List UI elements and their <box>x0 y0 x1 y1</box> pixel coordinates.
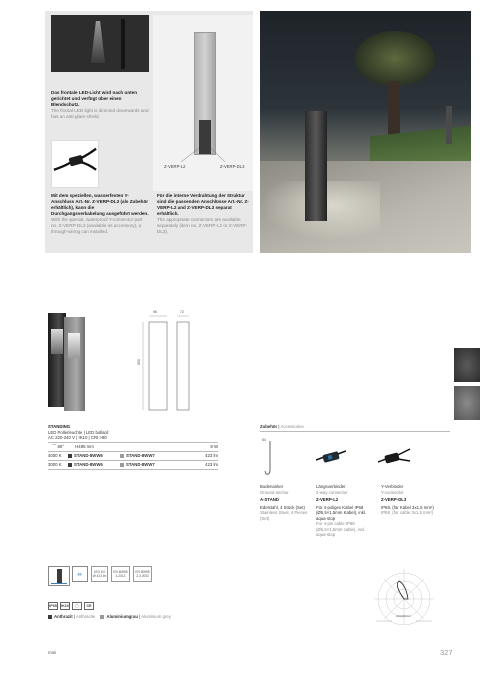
divider <box>48 451 218 452</box>
class-icon: ▢ <box>72 602 82 610</box>
installation-photo <box>260 11 471 253</box>
table-row: 4000 K STAND-8WW6 STAND-8WW7 423 lm <box>48 453 218 458</box>
divider <box>48 460 218 461</box>
two-way-connector-image <box>316 448 346 468</box>
ik-rating-badge: IK10 <box>61 604 69 608</box>
ce-badge: CE <box>84 602 94 610</box>
led-detail-image <box>51 15 149 72</box>
accessory-item: Längsverbinder 2-way connector Z-VERP-L2 Für 4-poliges Kabel IP68 (Ø5,5×1,5mm Kabel), inkl. aqua-stop For 4-pin cable IP68 (Ø5,5×1,5mm cable), incl. aqua-stop <box>316 484 367 537</box>
y-connector-image <box>51 140 99 188</box>
dim-height: 850 <box>136 359 141 365</box>
accessory-item: Bodenanker Ground anchor A-STAND Edelstahl, 4 Stück (Set) Stainless Steel, 4 Pieces (Set) <box>260 484 308 521</box>
dimension-drawing <box>137 308 197 414</box>
brand-footer: mini <box>48 650 57 655</box>
table-row: 3000 K STAND-8WW6 STAND-8WW7 423 lm <box>48 462 218 467</box>
finish-legend: Anthrazit | Anthracite Aluminiumgrau | Aluminium grey <box>48 614 188 620</box>
bulb-icon: ⦵ <box>72 566 88 582</box>
norm-box-1: EN 60598 1-2013 <box>111 566 130 582</box>
dim-width-2: 72 <box>180 310 184 314</box>
accessory-item: Y-Verbinder Y-connector Z-VERP-DL3 IP68, (für Kabel 3x1,5 mm²) IP68, (for cable 3x1,5 mm²) <box>381 484 434 515</box>
polar-unit-label: cd/1000 lm <box>396 614 411 618</box>
swatch-aluminium <box>454 386 480 420</box>
led-spec-box: LED 8,0 W 423 lm <box>91 566 108 582</box>
feature-text-3: Für die interne Verdrahtung der Struktur sind die passenden Anschlüsse Art.-Nr. Z-VERP-L2 and Z-VERP-DL3 separat erhältlich. The appropriate connectors are available separately (item no. Z-VERP-L2 or Z-VERP-DL3). <box>157 193 249 234</box>
product-info: STANDING LED Pollerleuchte | LED bollard AC 220-240 V | IK10 | CRI >80 <box>48 424 109 440</box>
product-image-aluminium <box>64 317 85 411</box>
swatch-anthracite <box>454 348 480 382</box>
label-l2: Z-VERP-L2 <box>164 164 186 169</box>
anchor-height-label: 84 <box>262 438 266 442</box>
connector-icon <box>52 141 98 187</box>
norm-box-2: EN 60598 2-3 2003 <box>133 566 152 582</box>
divider <box>48 469 218 470</box>
page-number: 327 <box>440 648 453 657</box>
ip-rating-badge: IP65 <box>49 604 57 608</box>
divider <box>48 442 218 443</box>
divider <box>260 431 450 432</box>
dim-width-1: 96 <box>153 310 157 314</box>
y-connector-image <box>378 446 412 470</box>
mounting-icon <box>48 566 70 586</box>
spec-header-row: ⌒ 80° H495 mm 8 W <box>52 444 218 449</box>
ground-anchor-image <box>260 438 278 478</box>
accessories-heading: Zubehör | Accessories <box>260 424 304 429</box>
feature-text-2: Mit dem speziellen, wasserfesten Y-Anschluss Art.-Nr. Z-VERP-DL3 (als Zubehör erhältlich), kann die Durchgangsverkabelung ausgeführt werden. With the special, waterproof Y-connector part no. Z-VERP-DL3 (available as accessory), a through-wiring can installed. <box>51 193 149 234</box>
connector-leader-lines <box>153 140 253 180</box>
label-dl3: Z-VERP-DL3 <box>220 164 245 169</box>
feature-text-1: Das frontale LED-Licht wird nach unten gerichtet und verfügt über einen Blendschutz. The frontal LED light is directed downwards and has an anti-glare shield. <box>51 90 149 119</box>
